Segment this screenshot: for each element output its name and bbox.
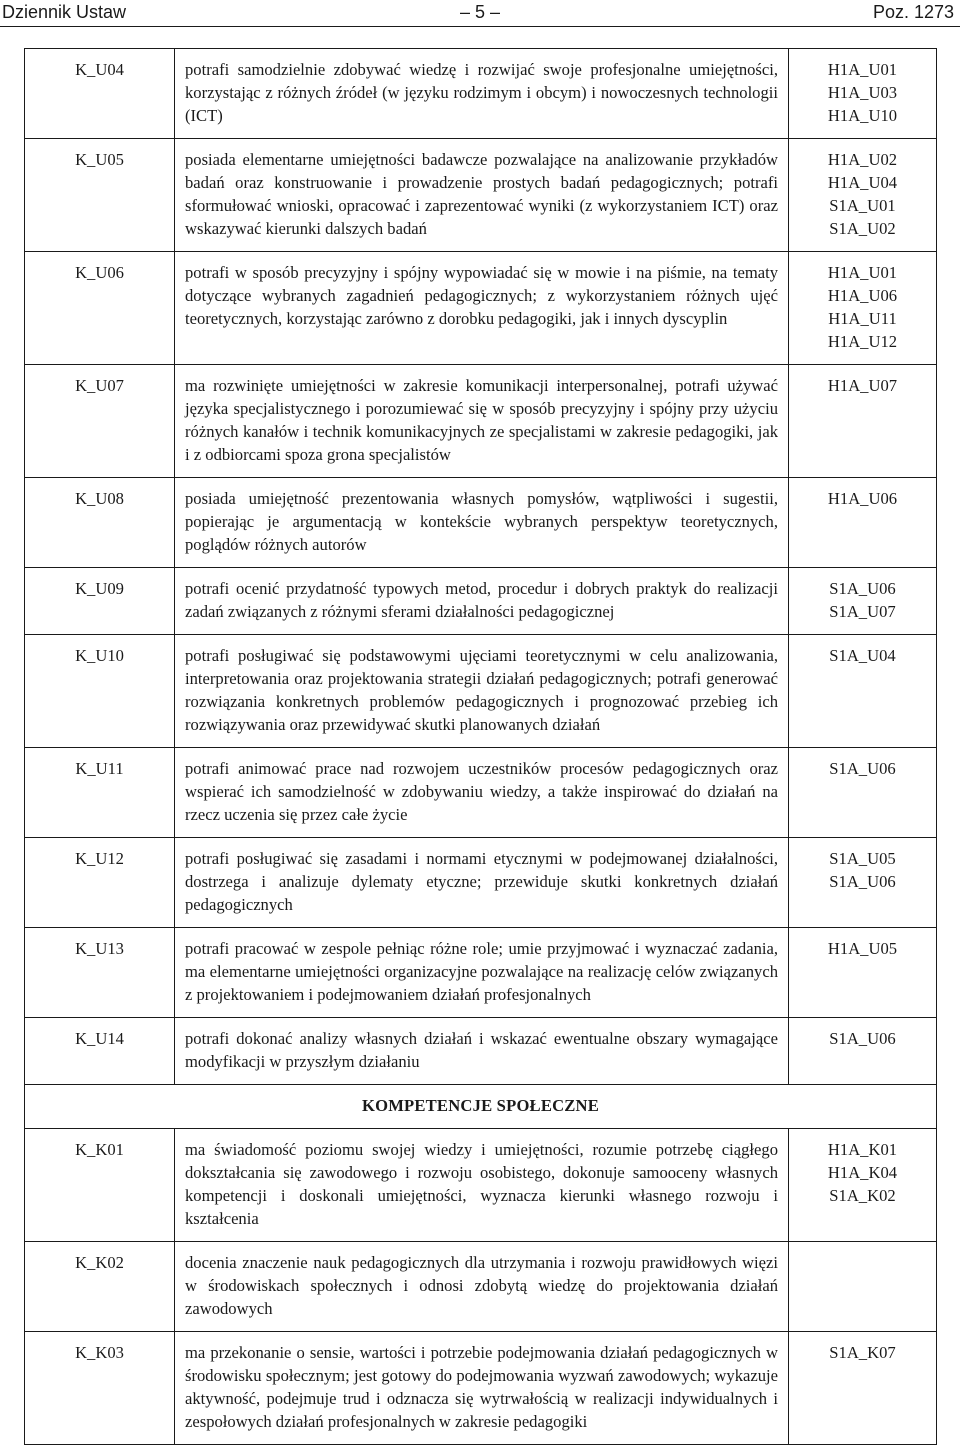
- table-row: [25, 1242, 937, 1332]
- reference-code: H1A_U06: [827, 286, 898, 305]
- outcome-refs: [789, 1242, 937, 1332]
- table-row: [25, 49, 937, 139]
- reference-code: H1A_U04: [827, 173, 898, 192]
- outcome-description: potrafi animować prace nad rozwojem uczestników procesów pedagogicznych oraz wspierać ich samodzielność w zdobywaniu wiedzy, a także inspirować do działań na rzecz uczenia się przez całe życie: [175, 748, 789, 838]
- outcome-description: posiada umiejętność prezentowania własnych pomysłów, wątpliwości i sugestii, popierając je argumentacją w kontekście wybranych perspektyw teoretycznych, poglądów różnych autorów: [175, 478, 789, 568]
- table-row: [25, 928, 937, 1018]
- outcome-description: ma świadomość poziomu swojej wiedzy i umiejętności, rozumie potrzebę ciągłego dokształcania się zawodowego i rozwoju osobistego, dokonuje samooceny własnych kompetencji i doskonali umiejętności, wyznacza kierunki własnego rozwoju i kształcenia: [175, 1129, 789, 1242]
- reference-code: S1A_U04: [829, 646, 896, 665]
- reference-code: S1A_U06: [829, 759, 896, 778]
- reference-code: S1A_K02: [829, 1186, 896, 1205]
- outcome-code: K_U05: [25, 139, 175, 252]
- competence-rows: [25, 1129, 937, 1445]
- outcome-code: K_K01: [25, 1129, 175, 1242]
- reference-code: H1A_U01: [827, 263, 898, 282]
- reference-code: S1A_U02: [829, 219, 896, 238]
- table-row: [25, 838, 937, 928]
- reference-code: S1A_U06: [829, 579, 896, 598]
- outcome-description: potrafi ocenić przydatność typowych metod, procedur i dobrych praktyk do realizacji zadań związanych z różnymi sferami działalności pedagogicznej: [175, 568, 789, 635]
- reference-code: S1A_U01: [829, 196, 896, 215]
- outcome-code: K_U07: [25, 365, 175, 478]
- outcome-code: K_U12: [25, 838, 175, 928]
- table-row: [25, 1129, 937, 1242]
- reference-code: H1A_U01: [827, 60, 898, 79]
- outcome-description: docenia znaczenie nauk pedagogicznych dla utrzymania i rozwoju prawidłowych więzi w środowiskach społecznych i odnosi zdobytą wiedzę do projektowania działań zawodowych: [175, 1242, 789, 1332]
- reference-code: S1A_U06: [829, 1029, 896, 1048]
- outcome-code: K_U13: [25, 928, 175, 1018]
- reference-code: H1A_U11: [828, 309, 897, 328]
- table-row: [25, 748, 937, 838]
- section-heading: KOMPETENCJE SPOŁECZNE: [25, 1085, 937, 1129]
- outcome-refs: [789, 478, 937, 568]
- outcome-code: K_U14: [25, 1018, 175, 1085]
- section-heading-row: [25, 1085, 937, 1129]
- reference-code: H1A_K01: [827, 1140, 898, 1159]
- page-header: [0, 0, 960, 24]
- outcome-code: K_U11: [25, 748, 175, 838]
- outcome-code: K_U09: [25, 568, 175, 635]
- table-row: [25, 252, 937, 365]
- table-row: [25, 568, 937, 635]
- table-row: [25, 139, 937, 252]
- reference-code: H1A_U12: [827, 332, 898, 351]
- outcome-refs: [789, 568, 937, 635]
- table-row: [25, 1332, 937, 1445]
- outcome-description: posiada elementarne umiejętności badawcze pozwalające na analizowanie przykładów badań oraz konstruowanie i prowadzenie prostych badań pedagogicznych; potrafi sformułować wnioski, opracować i zaprezentować wyniki (z wykorzystaniem ICT) oraz wskazywać kierunki dalszych badań: [175, 139, 789, 252]
- outcome-refs: [789, 1332, 937, 1445]
- outcome-refs: [789, 748, 937, 838]
- outcome-refs: [789, 1018, 937, 1085]
- outcome-description: potrafi dokonać analizy własnych działań i wskazać ewentualne obszary wymagające modyfikacji w przyszłym działaniu: [175, 1018, 789, 1085]
- outcome-code: K_U08: [25, 478, 175, 568]
- reference-code: H1A_U10: [827, 106, 898, 125]
- outcome-description: ma przekonanie o sensie, wartości i potrzebie podejmowania działań pedagogicznych w środowisku społecznym; jest gotowy do podejmowania wyzwań zawodowych; wykazuje aktywność, podejmuje trud i odznacza się wytrwałością w realizacji indywidualnych i zespołowych działań profesjonalnych w zakresie pedagogiki: [175, 1332, 789, 1445]
- outcome-code: K_K03: [25, 1332, 175, 1445]
- reference-code: H1A_U07: [827, 376, 898, 395]
- table-row: [25, 365, 937, 478]
- reference-code: S1A_U06: [829, 872, 896, 891]
- section-heading-row-group: [25, 1085, 937, 1129]
- reference-code: H1A_U05: [827, 939, 898, 958]
- journal-title: Dziennik Ustaw: [2, 2, 127, 22]
- position-number: Poz. 1273: [872, 2, 954, 22]
- outcome-refs: [789, 49, 937, 139]
- outcome-description: potrafi pracować w zespole pełniąc różne role; umie przyjmować i wyznaczać zadania, ma elementarne umiejętności organizacyjne pozwalające na realizację celów związanych z projektowaniem i podejmowaniem działań profesjonalnych: [175, 928, 789, 1018]
- outcome-description: potrafi posługiwać się zasadami i normami etycznymi w podejmowanej działalności, dostrzega i analizuje dylematy etyczne; przewiduje skutki konkretnych działań pedagogicznych: [175, 838, 789, 928]
- reference-code: H1A_U02: [827, 150, 898, 169]
- skills-rows: [25, 49, 937, 1085]
- reference-code: S1A_U05: [829, 849, 896, 868]
- outcome-description: potrafi w sposób precyzyjny i spójny wypowiadać się w mowie i na piśmie, na tematy dotyczące wybranych zagadnień pedagogicznych; z wykorzystaniem różnych ujęć teoretycznych, korzystając zarówno z dorobku pedagogiki, jak i innych dyscyplin: [175, 252, 789, 365]
- outcome-description: potrafi posługiwać się podstawowymi ujęciami teoretycznymi w celu analizowania, interpretowania oraz projektowania strategii działań pedagogicznych; potrafi generować rozwiązania konkretnych problemów pedagogicznych i prognozować przebieg ich rozwiązywania oraz przewidywać skutki planowanych działań: [175, 635, 789, 748]
- reference-code: H1A_U03: [827, 83, 898, 102]
- table-row: [25, 478, 937, 568]
- outcome-code: K_U06: [25, 252, 175, 365]
- learning-outcomes-table: [24, 48, 937, 1445]
- reference-code: S1A_K07: [829, 1343, 896, 1362]
- outcome-description: potrafi samodzielnie zdobywać wiedzę i rozwijać swoje profesjonalne umiejętności, korzystając z różnych źródeł (w języku rodzimym i obcym) i nowoczesnych technologii (ICT): [175, 49, 789, 139]
- outcome-code: K_U10: [25, 635, 175, 748]
- outcome-refs: [789, 1129, 937, 1242]
- outcome-refs: [789, 365, 937, 478]
- page-number: – 5 –: [459, 2, 501, 22]
- outcome-refs: [789, 139, 937, 252]
- reference-code: S1A_U07: [829, 602, 896, 621]
- table-row: [25, 635, 937, 748]
- outcome-refs: [789, 928, 937, 1018]
- outcome-code: K_U04: [25, 49, 175, 139]
- reference-code: H1A_U06: [827, 489, 898, 508]
- outcome-refs: [789, 252, 937, 365]
- header-rule: [0, 26, 960, 27]
- outcome-refs: [789, 635, 937, 748]
- outcome-code: K_K02: [25, 1242, 175, 1332]
- outcome-refs: [789, 838, 937, 928]
- outcome-description: ma rozwinięte umiejętności w zakresie komunikacji interpersonalnej, potrafi używać języka specjalistycznego i porozumiewać się w sposób precyzyjny i spójny przy użyciu różnych kanałów i technik komunikacyjnych ze specjalistami w zakresie pedagogiki, jak i z odbiorcami spoza grona specjalistów: [175, 365, 789, 478]
- table-row: [25, 1018, 937, 1085]
- reference-code: H1A_K04: [827, 1163, 898, 1182]
